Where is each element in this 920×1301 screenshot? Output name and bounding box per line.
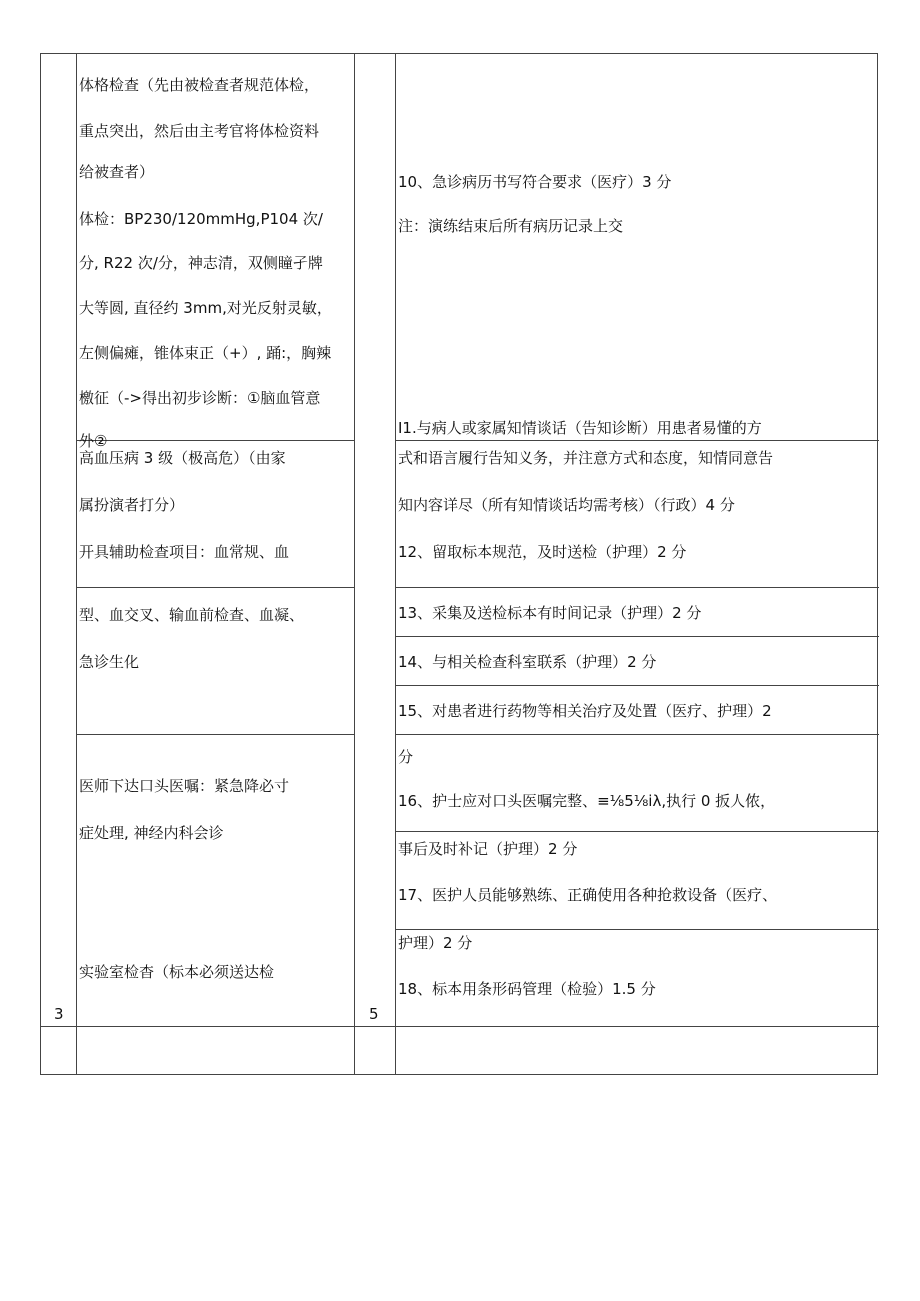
column-divider	[354, 54, 355, 1074]
exam-line: 分, R22 次/分，神志清，双侧瞳孑牌	[79, 254, 323, 272]
criterion-line: I1.与病人或家属知情谈话（告知诊断）用患者易懂的方	[398, 419, 762, 437]
row-number-right: 5	[369, 1005, 379, 1023]
criterion-line: 护理）2 分	[398, 934, 473, 952]
exam-line: 左侧偏瘫，锥体束正（+）, 踊:，胸辣	[79, 344, 332, 362]
lab-line: 实验室检杳（标本必须送达检	[79, 963, 275, 981]
order-line: 症处理, 神经内科会诊	[79, 824, 224, 842]
row-divider	[76, 440, 354, 441]
criterion-line: 事后及时补记（护理）2 分	[398, 840, 578, 858]
row-divider	[395, 734, 879, 735]
row-divider	[395, 636, 879, 637]
criterion-line: 17、医护人员能够熟练、正确使用各种抢救设备（医疗、	[398, 886, 778, 904]
diagnosis-line: 高血压病 3 级（极高危）（由家	[79, 449, 286, 467]
row-number-left: 3	[54, 1005, 64, 1023]
row-divider	[395, 929, 879, 930]
exam-line: 体格检查（先由被检查者规范体检，	[79, 76, 320, 94]
diagnosis-line: 属扮演者打分）	[79, 496, 185, 514]
exam-line: 大等圆, 直径约 3mm,对光反射灵敏，	[79, 299, 332, 317]
row-divider	[395, 685, 879, 686]
tests-line: 急诊生化	[79, 653, 140, 671]
row-divider	[76, 587, 354, 588]
criterion-line: 分	[398, 748, 414, 766]
criterion-line: 式和语言履行告知义务，并注意方式和态度，知情同意告	[398, 449, 774, 467]
order-line: 医师下达口头医嘱：紧急降必寸	[79, 777, 290, 795]
criterion-line: 13、采集及送检标本有时间记录（护理）2 分	[398, 604, 702, 622]
physical-exam-cell	[77, 54, 354, 450]
row-divider	[395, 831, 879, 832]
exam-line: 给被查者）	[79, 163, 155, 181]
criterion-line: 12、留取标本规范，及时送检（护理）2 分	[398, 543, 687, 561]
exam-line: 体检：BP230/120mmHg,P104 次/	[79, 210, 323, 228]
scoring-table	[40, 53, 878, 1075]
criterion-line: 16、护士应对口头医嘱完整、≡⅛5⅛iλ,执行 0 扳人侬，	[398, 792, 776, 810]
diagnosis-line: 开具辅助检查项目：血常规、血	[79, 543, 290, 561]
criterion-line: 注：演练结束后所有病历记录上交	[398, 217, 624, 235]
row-divider	[395, 440, 879, 441]
row-divider	[395, 587, 879, 588]
row-divider	[76, 734, 354, 735]
criterion-line: 18、标本用条形码管理（检验）1.5 分	[398, 980, 656, 998]
criterion-line: 知内容详尽（所有知情谈话均需考核）（行政）4 分	[398, 496, 735, 514]
column-divider	[395, 54, 396, 1074]
criterion-line: 14、与相关检查科室联系（护理）2 分	[398, 653, 657, 671]
exam-line: 檄征（->得出初步诊断：①脑血管意	[79, 389, 321, 407]
criterion-line: 10、急诊病历书写符合要求（医疗）3 分	[398, 173, 672, 191]
exam-line: 外②	[79, 432, 108, 450]
criterion-line: 15、对患者进行药物等相关治疗及处置（医疗、护理）2	[398, 702, 772, 720]
exam-line: 重点突出，然后由主考官将体检资料	[79, 122, 320, 140]
row-divider	[41, 1026, 879, 1027]
tests-line: 型、血交叉、输血前检查、血凝、	[79, 606, 305, 624]
